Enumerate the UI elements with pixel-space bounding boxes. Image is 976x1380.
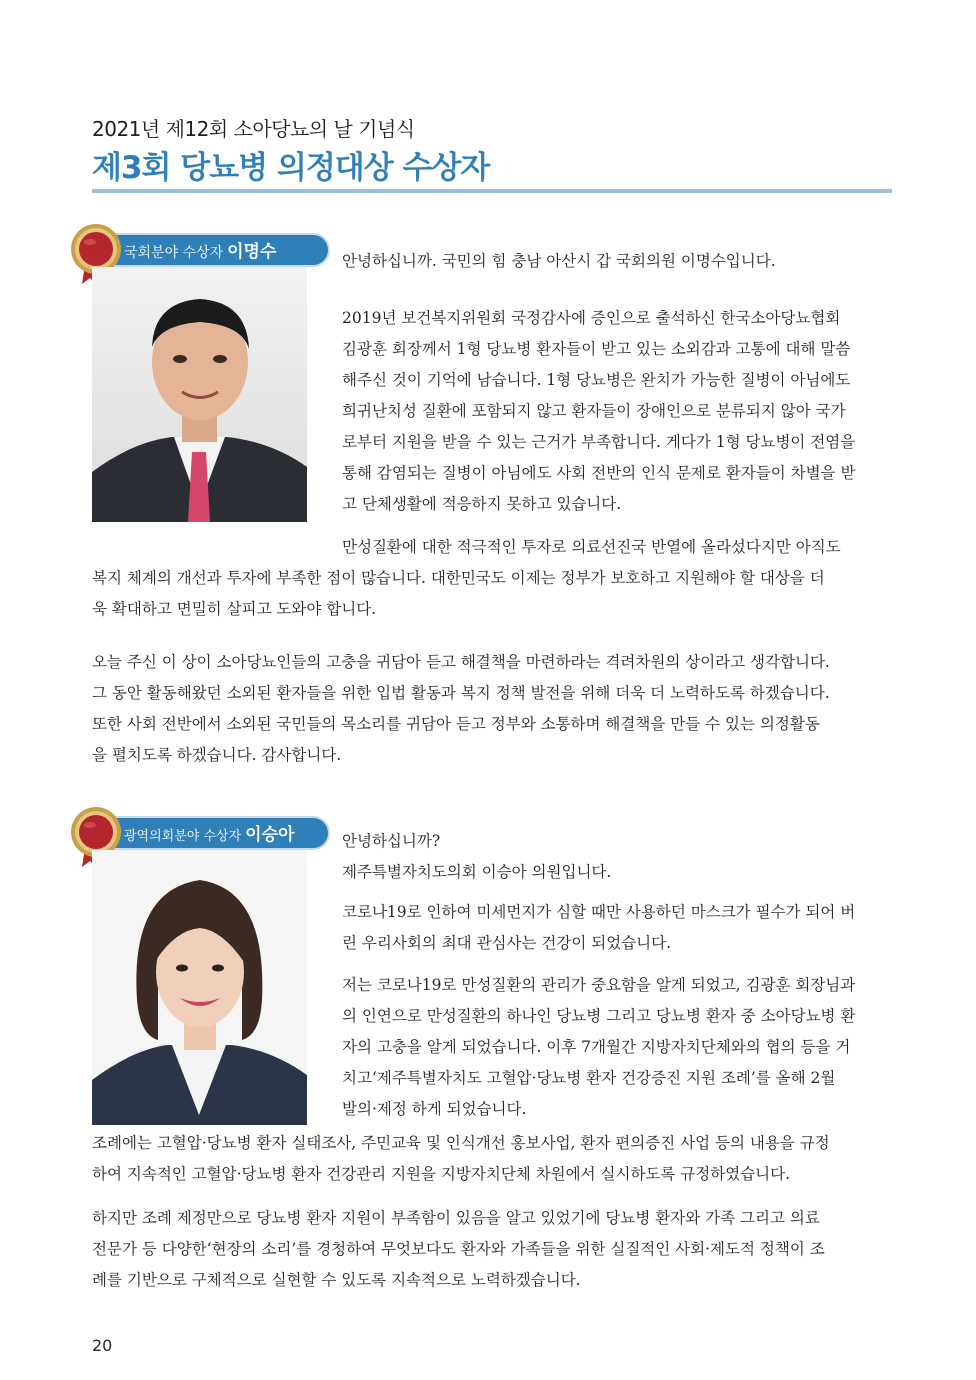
text-line: 욱 확대하고 면밀히 살피고 도와야 합니다. [92, 600, 377, 618]
text-line: 고 단체생활에 적응하지 못하고 있습니다. [342, 495, 622, 513]
text-line: 김광훈 회장께서 1형 당뇨병 환자들이 받고 있는 소외감과 고통에 대해 말씀 [342, 340, 851, 358]
text-line: 자의 고충을 알게 되었습니다. 이후 7개월간 지방자치단체와의 협의 등을 거 [342, 1038, 851, 1056]
awardee-2-paragraph-3 [92, 1128, 894, 1190]
awardee-2-badge-label: 광역의회분야 수상자 [124, 829, 242, 844]
text-line: 복지 체계의 개선과 투자에 부족한 점이 많습니다. 대한민국도 이제는 정부가 보호하고 지원해야 할 대상을 더 [92, 569, 825, 587]
text-line: 해주신 것이 기억에 남습니다. 1형 당뇨병은 완치가 가능한 질병이 아님에도 [342, 371, 851, 389]
text-line: 전문가 등 다양한‘현장의 소리’를 경청하여 무엇보다도 환자와 가족들을 위한 실질적인 사회·제도적 정책이 조 [92, 1240, 825, 1258]
awardee-2-badge [102, 816, 330, 850]
title-divider [92, 189, 892, 193]
page-number: 20 [92, 1336, 113, 1355]
awardee-1-name: 이명수 [227, 242, 277, 262]
awardee-1-badge-label: 국회분야 수상자 [124, 245, 224, 261]
text-line: 제주특별자치도의회 이승아 의원입니다. [342, 863, 612, 881]
awardee-2-paragraph-2 [342, 970, 894, 1125]
text-line: 하여 지속적인 고혈압·당뇨병 환자 건강관리 지원을 지방자치단체 차원에서 실시하도록 규정하였습니다. [92, 1165, 791, 1183]
text-line: 만성질환에 대한 적극적인 투자로 의료선진국 반열에 올라섰다지만 아직도 [342, 538, 841, 556]
text-line: 희귀난치성 질환에 포함되지 않고 환자들이 장애인으로 분류되지 않아 국가 [342, 402, 846, 420]
page-supertitle: 2021년 제12회 소아당뇨의 날 기념식 [92, 117, 415, 141]
text-line: 례를 기반으로 구체적으로 실현할 수 있도록 지속적으로 노력하겠습니다. [92, 1271, 581, 1289]
awardee-1-greeting: 안녕하십니까. 국민의 힘 충남 아산시 갑 국회의원 이명수입니다. [342, 252, 776, 270]
text-line: 안녕하십니까? [342, 832, 441, 850]
text-line: 2019년 보건복지위원회 국정감사에 증인으로 출석하신 한국소아당뇨협회 [342, 309, 841, 327]
text-line: 통해 감염되는 질병이 아님에도 사회 전반의 인식 문제로 환자들이 차별을 받 [342, 464, 856, 482]
text-line: 조례에는 고혈압·당뇨병 환자 실태조사, 주민교육 및 인식개선 홍보사업, 환자 편의증진 사업 등의 내용을 규정 [92, 1134, 830, 1152]
page-title: 제3회 당뇨병 의정대상 수상자 [92, 150, 490, 186]
text-line: 또한 사회 전반에서 소외된 국민들의 목소리를 귀담아 듣고 정부와 소통하며 해결책을 만들 수 있는 의정활동 [92, 715, 820, 733]
text-line: 하지만 조례 제정만으로 당뇨병 환자 지원이 부족함이 있음을 알고 있었기에 당뇨병 환자와 가족 그리고 의료 [92, 1209, 820, 1227]
text-line: 치고‘제주특별자치도 고혈압·당뇨병 환자 건강증진 지원 조례’를 올해 2월 [342, 1069, 836, 1087]
awardee-1-paragraph-2 [92, 532, 894, 625]
awardee-2-paragraph-4 [92, 1203, 894, 1296]
text-line: 코로나19로 인하여 미세먼지가 심할 때만 사용하던 마스크가 필수가 되어 버 [342, 903, 856, 921]
text-line: 을 펼치도록 하겠습니다. 감사합니다. [92, 746, 342, 764]
awardee-1-badge [102, 233, 330, 267]
awardee-2-greeting [342, 826, 894, 888]
text-line: 저는 코로나19로 만성질환의 관리가 중요함을 알게 되었고, 김광훈 회장님과 [342, 976, 856, 994]
text-line: 린 우리사회의 최대 관심사는 건강이 되었습니다. [342, 934, 672, 952]
awardee-1-paragraph-3 [92, 647, 894, 771]
text-line: 그 동안 활동해왔던 소외된 환자들을 위한 입법 활동과 복지 정책 발전을 위해 더욱 더 노력하도록 하겠습니다. [92, 684, 830, 702]
awardee-2-paragraph-1 [342, 897, 894, 959]
text-line: 의 인연으로 만성질환의 하나인 당뇨병 그리고 당뇨병 환자 중 소아당뇨병 환 [342, 1007, 856, 1025]
awardee-1-photo [92, 267, 307, 522]
text-line: 로부터 지원을 받을 수 있는 근거가 부족합니다. 게다가 1형 당뇨병이 전염을 [342, 433, 856, 451]
text-line: 오늘 주신 이 상이 소아당뇨인들의 고충을 귀담아 듣고 해결책을 마련하라는 격려차원의 상이라고 생각합니다. [92, 653, 830, 671]
awardee-1-paragraph-1 [342, 303, 894, 520]
awardee-2-name: 이승아 [245, 825, 295, 845]
awardee-2-photo [92, 850, 307, 1125]
text-line: 발의·제정 하게 되었습니다. [342, 1100, 527, 1118]
